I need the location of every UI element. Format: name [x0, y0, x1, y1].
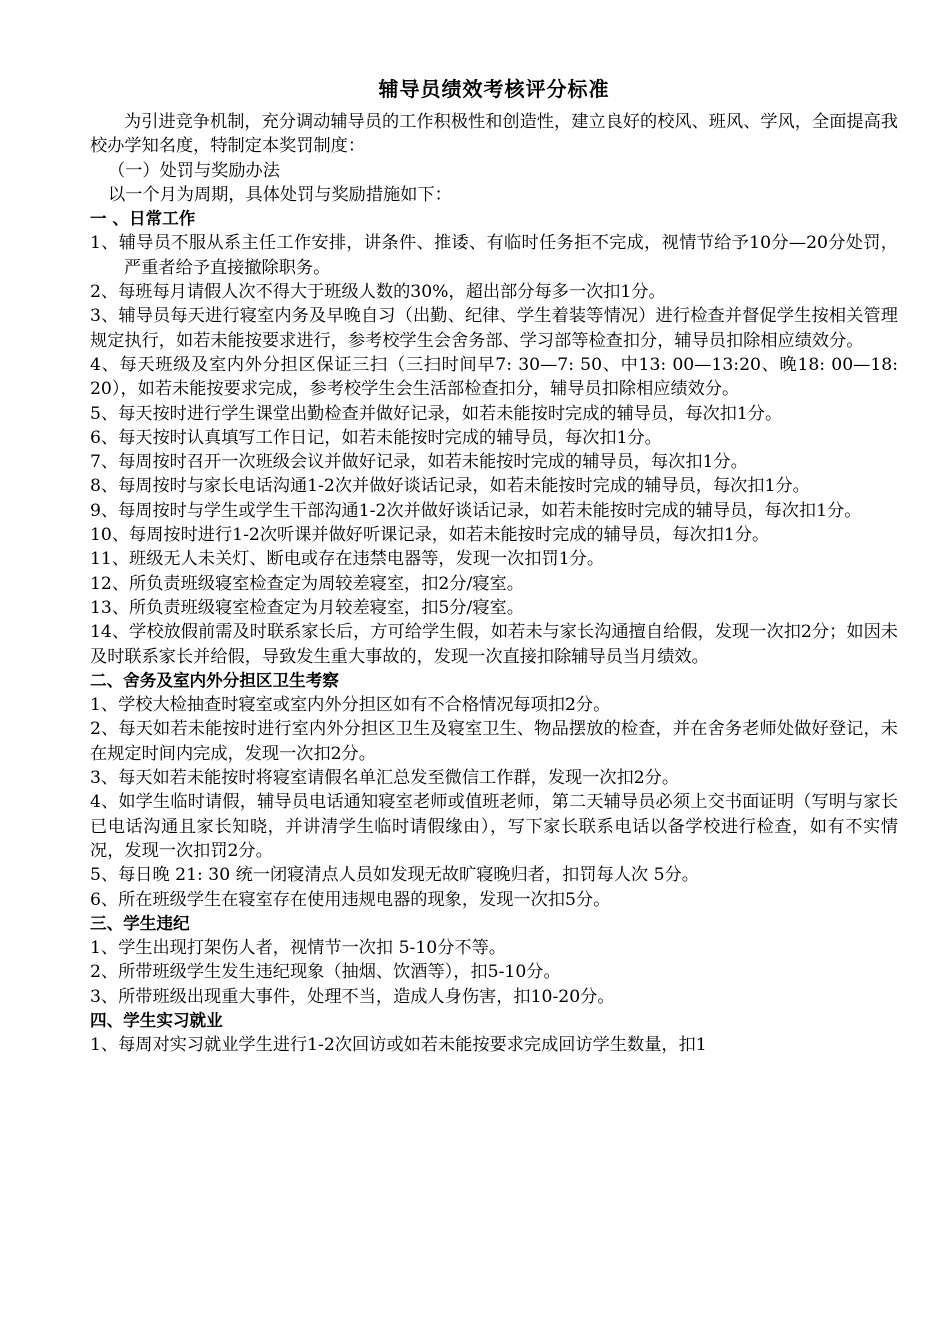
list-item: 5、每天按时进行学生课堂出勤检查并做好记录，如若未能按时完成的辅导员，每次扣1分。 — [90, 403, 783, 424]
section-heading-discipline: 三、学生违纪 — [90, 913, 190, 933]
section-heading-daily-work: 一 、日常工作 — [90, 209, 196, 229]
document-page — [90, 70, 898, 1058]
period-note: 以一个月为周期，具体处罚与奖励措施如下： — [108, 184, 452, 205]
list-item: 1、每周对实习就业学生进行1-2次回访或如若未能按要求完成回访学生数量，扣1 — [90, 1035, 707, 1056]
intro-paragraph: 为引进竞争机制，充分调动辅导员的工作积极性和创造性，建立良好的校风、班风、学风，全面提高我校办学知名度，特制定本奖罚制度： — [90, 112, 898, 157]
list-item: 11、班级无人未关灯、断电或存在违禁电器等，发现一次扣罚1分。 — [90, 549, 605, 570]
list-item: 6、每天按时认真填写工作日记，如若未能按时完成的辅导员，每次扣1分。 — [90, 427, 662, 448]
list-item: 7、每周按时召开一次班级会议并做好记录，如若未能按时完成的辅导员，每次扣1分。 — [90, 452, 748, 473]
list-item: 1、学生出现打架伤人者，视情节一次扣 5-10分不等。 — [90, 938, 506, 959]
list-item: 1、辅导员不服从系主任工作安排，讲条件、推诿、有临时任务拒不完成，视情节给予10分—20分处罚，严重者给予直接撤除职务。 — [90, 233, 898, 278]
list-item: 14、学校放假前需及时联系家长后，方可给学生假，如若未与家长沟通擅自给假，发现一次扣2分；如因未及时联系家长并给假，导致发生重大事故的，发现一次直接扣除辅导员当月绩效。 — [90, 622, 898, 667]
list-item: 3、所带班级出现重大事件，处理不当，造成人身伤害，扣10-20分。 — [90, 986, 615, 1007]
list-item: 2、每天如若未能按时进行室内外分担区卫生及寝室卫生、物品摆放的检查，并在舍务老师处做好登记，未在规定时间内完成，发现一次扣2分。 — [90, 719, 898, 764]
list-item: 5、每日晚 21: 30 统一闭寝清点人员如发现无故旷寝晚归者，扣罚每人次 5分。 — [90, 865, 699, 886]
list-item: 13、所负责班级寝室检查定为月较差寝室，扣5分/寝室。 — [90, 597, 524, 618]
list-item: 10、每周按时进行1-2次听课并做好听课记录，如若未能按时完成的辅导员，每次扣1分。 — [90, 525, 770, 546]
document-title: 辅导员绩效考核评分标准 — [378, 77, 610, 101]
subheading: （一）处罚与奖励办法 — [108, 160, 280, 181]
section-heading-dorm-hygiene: 二、舍务及室内外分担区卫生考察 — [90, 670, 339, 690]
list-item: 6、所在班级学生在寝室存在使用违规电器的现象，发现一次扣5分。 — [90, 889, 611, 910]
list-item: 2、每班每月请假人次不得大于班级人数的30%，超出部分每多一次扣1分。 — [90, 282, 666, 303]
list-item: 4、每天班级及室内外分担区保证三扫（三扫时间早7: 30—7: 50、中13: 00—13:20、晚18: 00—18: 20），如若未能按要求完成，参考校学生会生活部检查扣分，辅导员扣除相应绩效分。 — [90, 354, 898, 400]
list-item: 9、每周按时与学生或学生干部沟通1-2次并做好谈话记录，如若未能按时完成的辅导员，每次扣1分。 — [90, 500, 862, 521]
list-item: 12、所负责班级寝室检查定为周较差寝室，扣2分/寝室。 — [90, 573, 524, 594]
list-item: 8、每周按时与家长电话沟通1-2次并做好谈话记录，如若未能按时完成的辅导员，每次扣1分。 — [90, 476, 810, 497]
list-item: 1、学校大检抽查时寝室或室内外分担区如有不合格情况每项扣2分。 — [90, 695, 611, 716]
section-heading-internship: 四、学生实习就业 — [90, 1010, 223, 1030]
list-item: 4、如学生临时请假，辅导员电话通知寝室老师或值班老师，第二天辅导员必须上交书面证明（写明与家长已电话沟通且家长知晓，并讲清学生临时请假缘由），写下家长联系电话以备学校进行检查，如有不实情况，发现一次扣罚2分。 — [90, 792, 898, 861]
list-item: 3、每天如若未能按时将寝室请假名单汇总发至微信工作群，发现一次扣2分。 — [90, 768, 680, 789]
list-item: 3、辅导员每天进行寝室内务及早晚自习（出勤、纪律、学生着装等情况）进行检查并督促学生按相关管理规定执行，如若未能按要求进行，参考校学生会舍务部、学习部等检查扣分，辅导员扣除相应绩效分。 — [90, 306, 898, 351]
list-item: 2、所带班级学生发生违纪现象（抽烟、饮酒等），扣5-10分。 — [90, 962, 561, 983]
